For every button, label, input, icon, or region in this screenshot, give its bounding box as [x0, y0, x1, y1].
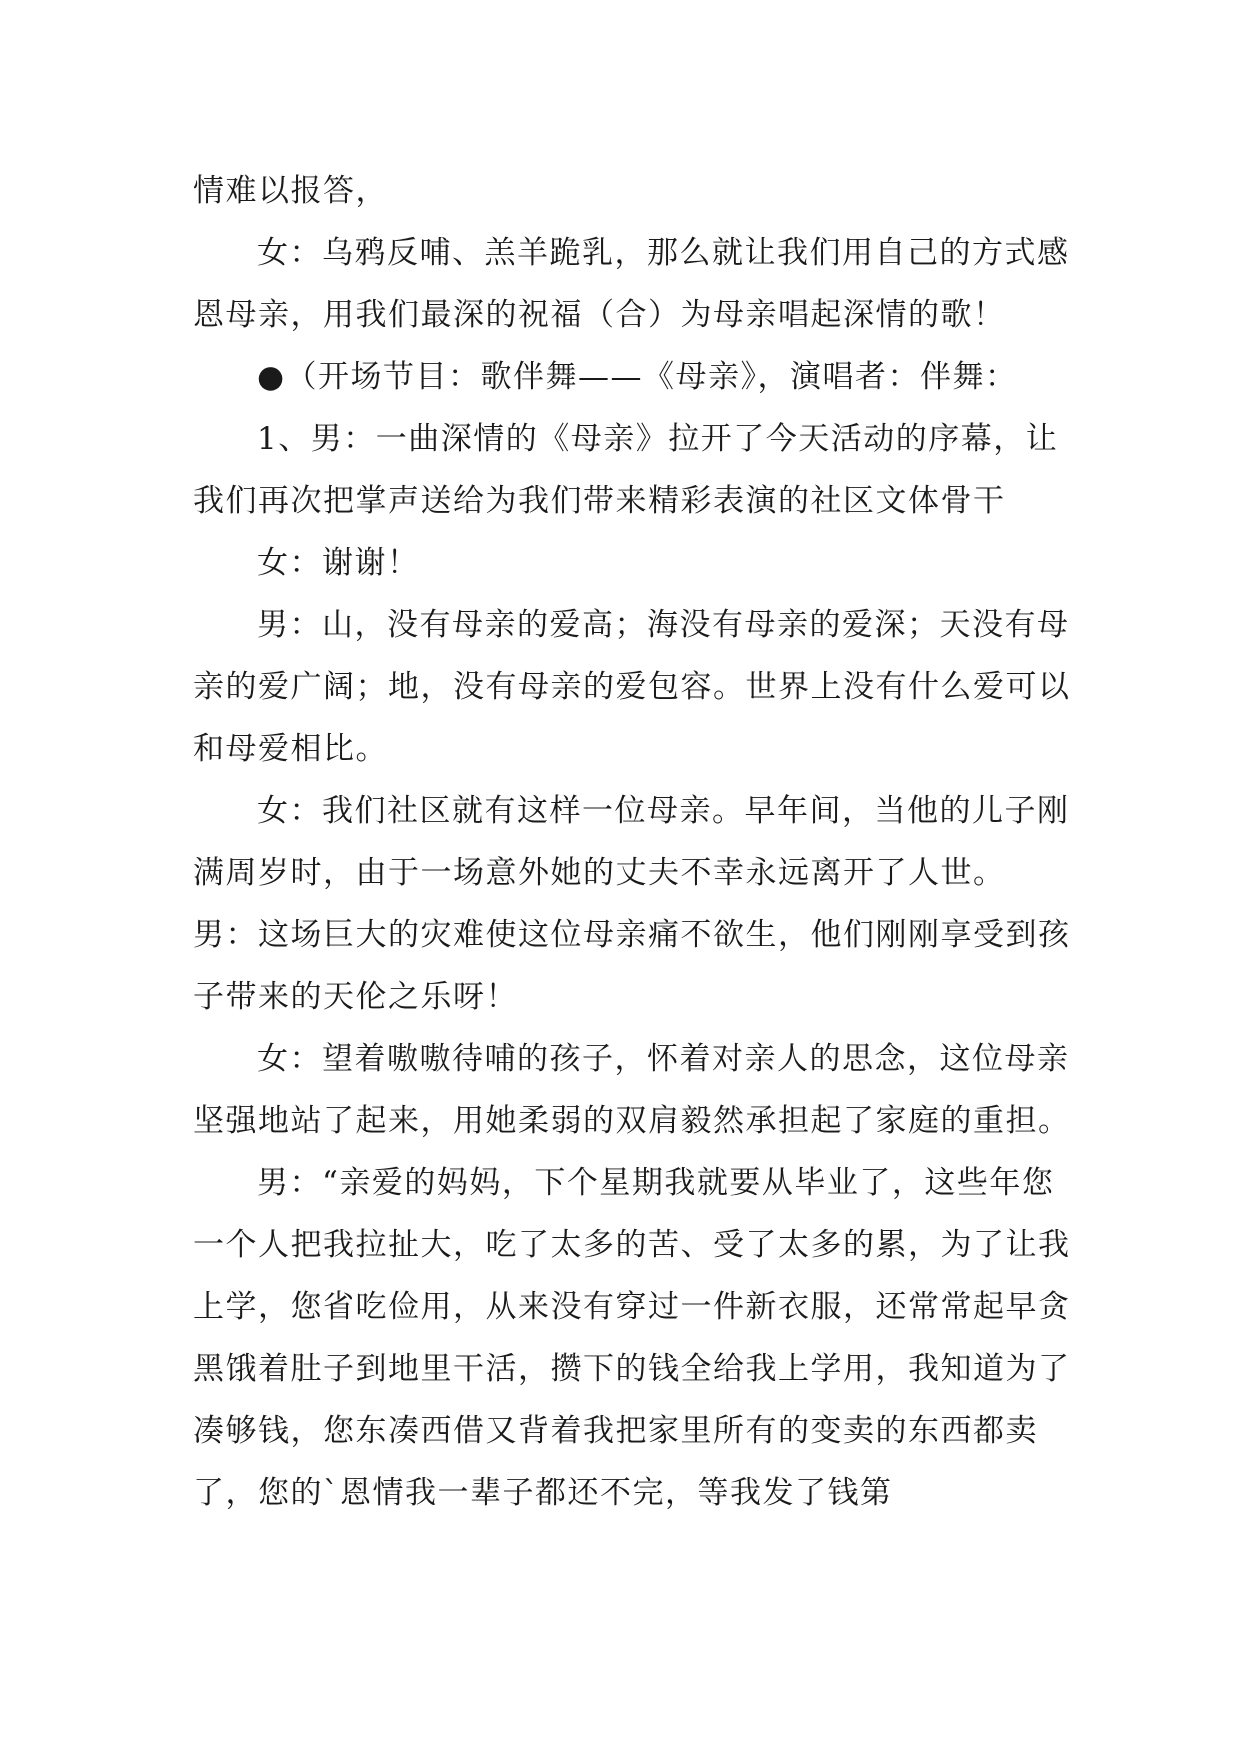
paragraph-7: 女：我们社区就有这样一位母亲。早年间，当他的儿子刚满周岁时，由于一场意外她的丈夫不幸永远离开了人世。 [193, 793, 1070, 891]
paragraph-2: 女：乌鸦反哺、羔羊跪乳，那么就让我们用自己的方式感恩母亲，用我们最深的祝福（合）为母亲唱起深情的歌！ [193, 235, 1070, 333]
paragraph-9: 女：望着嗷嗷待哺的孩子，怀着对亲人的思念，这位母亲坚强地站了起来，用她柔弱的双肩毅然承担起了家庭的重担。 [193, 1041, 1071, 1139]
paragraph-3: ●（开场节目：歌伴舞——《母亲》，演唱者：伴舞： [257, 359, 1018, 395]
paragraph-6: 男：山，没有母亲的爱高；海没有母亲的爱深；天没有母亲的爱广阔；地，没有母亲的爱包容。世界上没有什么爱可以和母爱相比。 [193, 607, 1071, 767]
paragraph-5: 女：谢谢！ [257, 545, 420, 581]
paragraph-8: 男：这场巨大的灾难使这位母亲痛不欲生，他们刚刚享受到孩子带来的天伦之乐呀！ [193, 917, 1071, 1015]
paragraph-1: 情难以报答， [193, 173, 388, 209]
paragraph-10: 男：“亲爱的妈妈，下个星期我就要从毕业了，这些年您一个人把我拉扯大，吃了太多的苦、受了太多的累，为了让我上学，您省吃俭用，从来没有穿过一件新衣服，还常常起早贪黑饿着肚子到地里干活，攒下的钱全给我上学用，我知道为了凑够钱，您东凑西借又背着我把家里所有的变卖的东西都卖了，您的`恩情我一辈子都还不完，等我发了钱第 [193, 1165, 1071, 1511]
paragraph-4: 1、男：一曲深情的《母亲》拉开了今天活动的序幕，让我们再次把掌声送给为我们带来精彩表演的社区文体骨干 [193, 421, 1059, 519]
document-body [193, 160, 1073, 1524]
